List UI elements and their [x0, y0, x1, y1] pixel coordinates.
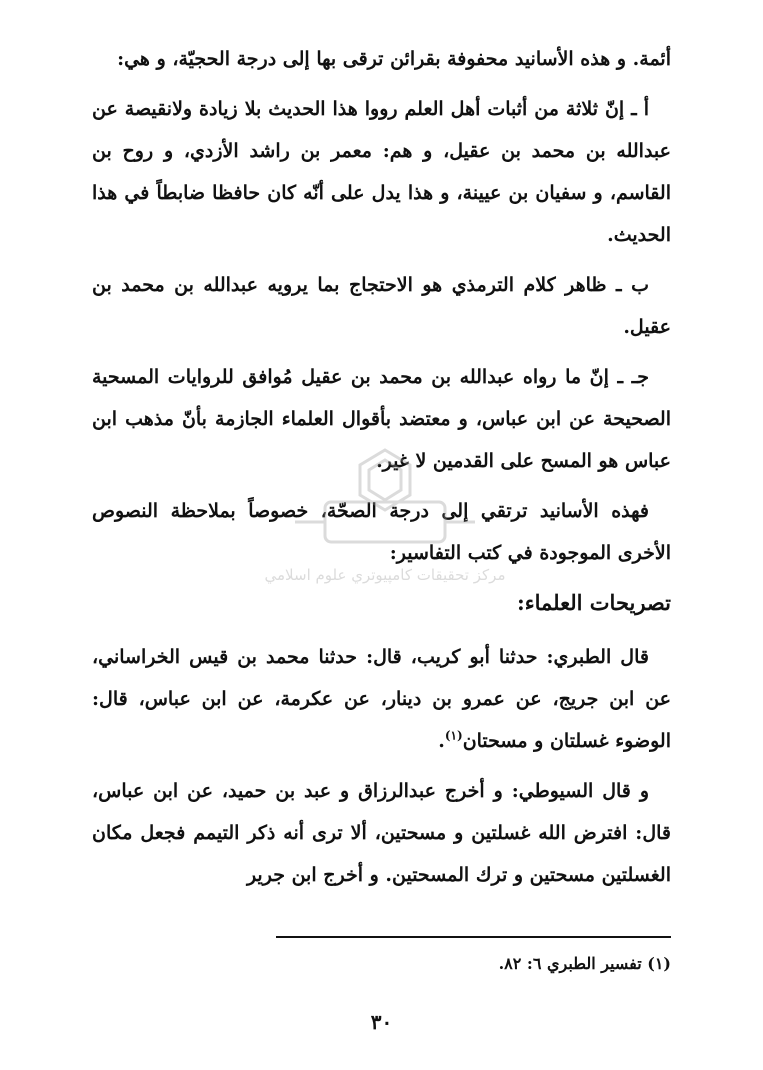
paragraph-ba: ب ـ ظاهر كلام الترمذي هو الاحتجاج بما يرويه عبدالله بن محمد بن عقيل.: [92, 274, 671, 338]
paragraph-conclusion: فهذه الأسانيد ترتقي إلى درجة الصحّة، خصوصاً بملاحظة النصوص الأخرى الموجودة في كتب التفاسير:: [92, 500, 671, 564]
paragraph-tabari: [92, 636, 671, 762]
section-heading: تصريحات العلماء:: [516, 590, 671, 615]
paragraph-suyuti: و قال السيوطي: و أخرج عبدالرزاق و عبد بن حميد، عن ابن عباس، قال: افترض الله غسلتين و مسحتين، ألا ترى أنه ذكر التيمم فجعل مكان الغسلتين مسحتين و ترك المسحتين. و أخرج ابن جرير: [92, 780, 671, 886]
paragraph-jim: جـ ـ إنّ ما رواه عبدالله بن محمد بن عقيل مُوافق للروايات المسحية الصحيحة عن ابن عباس، و معتضد بأقوال العلماء الجازمة بأنّ مذهب ابن عباس هو المسح على القدمين لا غير.: [92, 366, 671, 472]
paragraph-intro: أئمة. و هذه الأسانيد محفوفة بقرائن ترقى بها إلى درجة الحجيّة، و هي:: [117, 48, 671, 70]
page-number: ٣٠: [370, 1010, 393, 1034]
footnote-divider: [276, 936, 671, 938]
tabari-text: قال الطبري: حدثنا أبو كريب، قال: حدثنا محمد بن قيس الخراساني، عن ابن جريج، عن عمرو بن دينار، عن عكرمة، عن ابن عباس، قال: الوضوء غسلتان و مسحتان: [92, 646, 671, 752]
tabari-end: .: [438, 730, 445, 752]
paragraph-alef: أ ـ إنّ ثلاثة من أثبات أهل العلم رووا هذا الحديث بلا زيادة ولانقيصة عن عبدالله بن محمد بن عقيل، و هم: معمر بن راشد الأزدي، و روح بن القاسم، و سفيان بن عيينة، و هذا يدل على أنّه كان حافظا ضابطاً في هذا الحديث.: [92, 98, 671, 246]
footnote: (١) تفسير الطبري ٦: ٨٢.: [498, 954, 671, 973]
footnote-reference: (١): [444, 728, 463, 743]
main-text: [92, 38, 671, 904]
watermark-caption: مركز تحقيقات كامپيوتري علوم اسلامي: [264, 566, 506, 584]
